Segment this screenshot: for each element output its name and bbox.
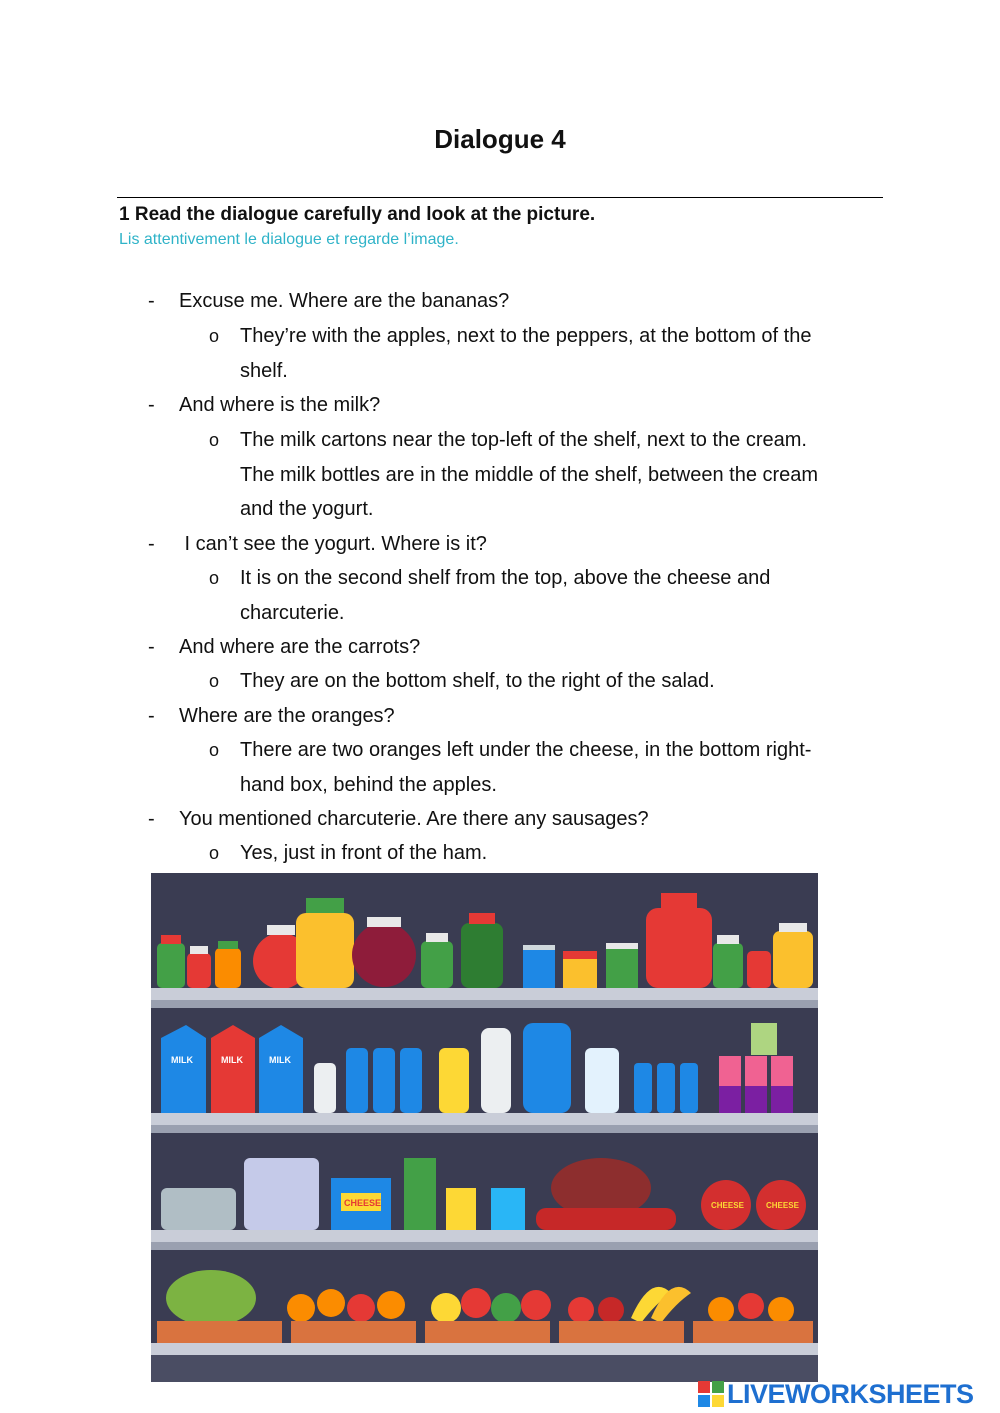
- milk-label: MILK: [221, 1055, 243, 1065]
- customer-question: You mentioned charcuterie. Are there any sausages?: [179, 808, 649, 830]
- assistant-answer: [240, 664, 880, 699]
- answer-line: There are two oranges left under the cheese, in the bottom right-: [240, 739, 812, 761]
- supermarket-shelf-picture: [151, 873, 818, 1382]
- dash-bullet: -: [148, 394, 155, 416]
- answer-line: The milk bottles are in the middle of the shelf, between the cream: [240, 463, 819, 486]
- milk-label: MILK: [269, 1055, 291, 1065]
- answer-line: It is on the second shelf from the top, above the cheese and: [240, 567, 771, 589]
- circle-bullet: o: [209, 671, 220, 691]
- answer-line: The milk cartons near the top-left of the shelf, next to the cream.: [240, 429, 807, 451]
- cheese-label: CHEESE: [344, 1198, 382, 1208]
- assistant-answer: [240, 561, 880, 630]
- shelf-board: [151, 1343, 818, 1355]
- assistant-answer: [240, 319, 880, 388]
- dash-bullet: -: [148, 808, 155, 830]
- answer-line: They are on the bottom shelf, to the right of the salad.: [240, 670, 715, 692]
- cheese-label: CHEESE: [711, 1201, 744, 1210]
- dash-bullet: -: [148, 636, 155, 658]
- instruction-french: Lis attentivement le dialogue et regarde l’image.: [119, 231, 459, 248]
- dash-bullet: -: [148, 705, 155, 727]
- answer-line: Yes, just in front of the ham.: [240, 842, 488, 864]
- customer-question: And where are the carrots?: [179, 636, 421, 658]
- instruction-english: 1 Read the dialogue carefully and look at the picture.: [119, 204, 596, 225]
- answer-line: hand box, behind the apples.: [240, 773, 497, 796]
- customer-question: Excuse me. Where are the bananas?: [179, 290, 510, 312]
- dash-bullet: -: [148, 533, 155, 555]
- customer-question: I can’t see the yogurt. Where is it?: [179, 533, 487, 555]
- circle-bullet: o: [209, 568, 220, 588]
- milk-label: MILK: [171, 1055, 193, 1065]
- answer-line: shelf.: [240, 359, 288, 382]
- shelf-board: [151, 1230, 818, 1242]
- answer-line: charcuterie.: [240, 601, 345, 624]
- customer-question: And where is the milk?: [179, 394, 381, 416]
- assistant-answer: [240, 423, 880, 527]
- logo-text: LIVEWORKSHEETS: [727, 1378, 974, 1409]
- dash-bullet: -: [148, 290, 155, 312]
- liveworksheets-logo: [698, 1378, 974, 1410]
- customer-question: Where are the oranges?: [179, 705, 395, 727]
- section-divider: [117, 197, 883, 198]
- shelf-board: [151, 1113, 818, 1125]
- circle-bullet: o: [209, 430, 220, 450]
- circle-bullet: o: [209, 843, 220, 863]
- answer-line: They’re with the apples, next to the peppers, at the bottom of the: [240, 325, 812, 347]
- assistant-answer: [240, 836, 880, 871]
- page-title: Dialogue 4: [434, 124, 566, 154]
- circle-bullet: o: [209, 326, 220, 346]
- shelf-illustration: [151, 873, 818, 1382]
- assistant-answer: [240, 733, 880, 802]
- answer-line: and the yogurt.: [240, 498, 374, 520]
- shelf-board: [151, 988, 818, 1000]
- liveworksheets-logo-icon: [698, 1381, 724, 1407]
- cheese-label: CHEESE: [766, 1201, 799, 1210]
- circle-bullet: o: [209, 740, 220, 760]
